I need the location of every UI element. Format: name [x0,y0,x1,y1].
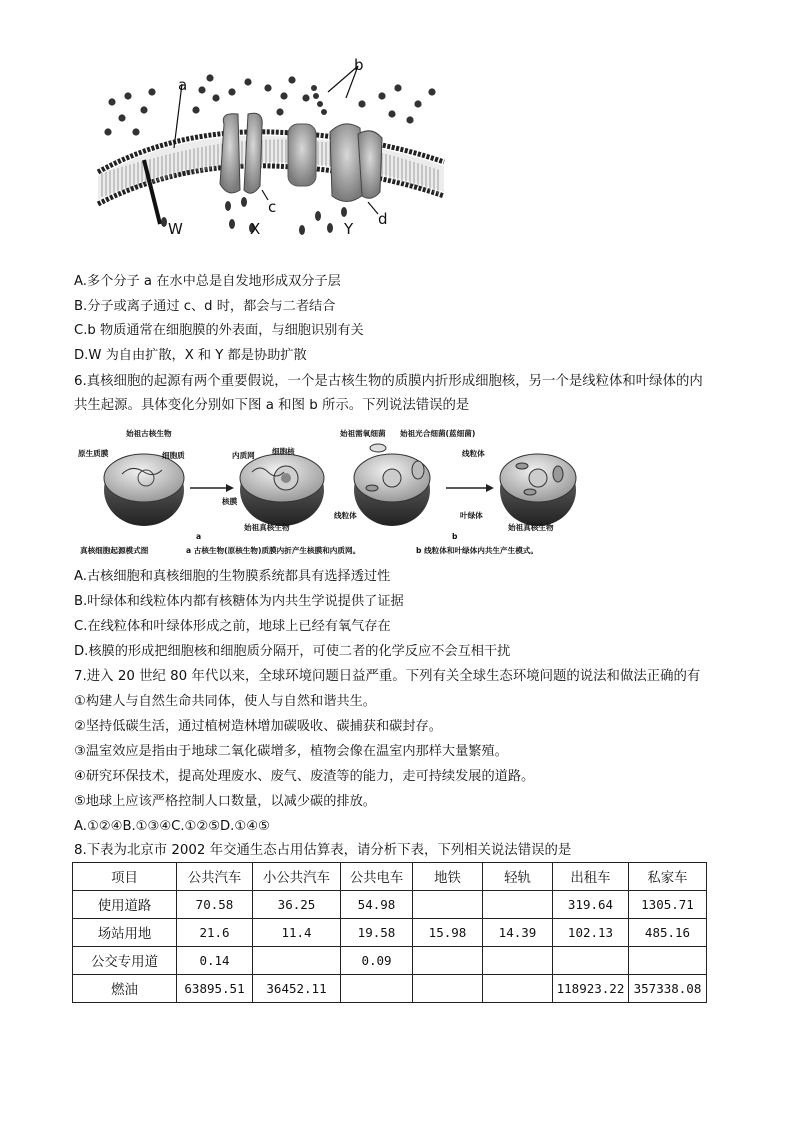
table-header-cell: 轻轨 [483,863,553,891]
fig-label-eukaryote-a: 始祖真核生物 [244,523,290,532]
q5-option-d: D.W 为自由扩散，X 和 Y 都是协助扩散 [74,348,307,363]
table-header-cell: 地铁 [413,863,483,891]
table-header-cell: 公共电车 [341,863,413,891]
table-cell: 21.6 [177,919,253,947]
molecule-dots-top [104,74,435,135]
fig-label-mitochondria-right: 线粒体 [462,449,485,458]
fig-label-cytoplasm: 细胞质 [162,451,185,460]
table-cell: 319.64 [553,891,629,919]
membrane-protein-middle [288,124,316,186]
q7-item-3: ③温室效应是指由于地球二氧化碳增多，植物会像在温室内那样大量繁殖。 [74,744,508,759]
carrier-protein-d [330,124,382,202]
q6-stem-line1: 6.真核细胞的起源有两个重要假说，一个是古核生物的质膜内折形成细胞核，另一个是线粒体和叶绿体的内 [74,374,703,389]
q7-item-5: ⑤地球上应该严格控制人口数量，以减少碳的排放。 [74,794,376,809]
q5-option-b: B.分子或离子通过 c、d 时，都会与二者结合 [74,299,336,314]
fig-label-nuclear-envelope: 核膜 [222,497,238,506]
table-cell: 19.58 [341,919,413,947]
table-header-cell: 出租车 [553,863,629,891]
label-y: Y [344,220,354,238]
table-cell: 118923.22 [553,975,629,1003]
table-cell: 36.25 [253,891,341,919]
fig-sub-b: b [452,532,458,541]
table-header-cell: 私家车 [629,863,707,891]
table-cell: 485.16 [629,919,707,947]
fig-sub-a: a [196,532,202,541]
table-cell [553,947,629,975]
table-cell [413,947,483,975]
table-cell: 0.09 [341,947,413,975]
table-row [73,919,707,947]
label-x: X [250,220,261,238]
table-cell: 0.14 [177,947,253,975]
table-row-label: 公交专用道 [73,947,177,975]
q7-options: A.①②④B.①③④C.①②⑤D.①④⑤ [74,819,270,834]
fig-label-photo: 始祖光合细菌(蓝细菌) [400,429,476,438]
glycoprotein-chain-b [311,85,327,115]
traffic-ecology-table [72,862,707,1003]
fig-label-aerobic: 始祖需氧细菌 [340,429,386,438]
table-cell [483,947,553,975]
table-cell: 70.58 [177,891,253,919]
q7-item-1: ①构建人与自然生命共同体，使人与自然和谐共生。 [74,694,376,709]
fig-caption-title: 真核细胞起源模式图 [80,546,149,555]
fig-label-ancient: 始祖古核生物 [126,429,172,438]
table-header-cell: 公共汽车 [177,863,253,891]
table-row-label: 燃油 [73,975,177,1003]
cell-membrane-figure [92,52,452,248]
ancient-eukaryote-cell-a [240,454,324,526]
table-cell: 1305.71 [629,891,707,919]
table-header-row [73,863,707,891]
table-cell [629,947,707,975]
q6-option-c: C.在线粒体和叶绿体形成之前，地球上已经有氧气存在 [74,619,391,634]
q6-option-b: B.叶绿体和线粒体内都有核糖体为内共生学说提供了证据 [74,594,404,609]
table-cell [413,891,483,919]
label-b: b [354,56,364,74]
q8-stem: 8.下表为北京市 2002 年交通生态占用估算表，请分析下表，下列相关说法错误的是 [74,843,572,858]
q7-item-4: ④研究环保技术，提高处理废水、废气、废渣等的能力，走可持续发展的道路。 [74,769,535,784]
ancient-eukaryote-cell-b [500,454,576,526]
fig-label-er: 内质网 [232,451,255,460]
table-cell: 11.4 [253,919,341,947]
q5-option-a: A.多个分子 a 在水中总是自发地形成双分子层 [74,274,341,289]
table-row-label: 使用道路 [73,891,177,919]
aerobic-bacteria-host-cell [354,444,430,526]
table-cell: 357338.08 [629,975,707,1003]
q7-item-2: ②坚持低碳生活，通过植树造林增加碳吸收、碳捕获和碳封存。 [74,719,442,734]
ancient-archaea-cell [104,454,184,526]
phospholipid-bilayer [98,132,444,204]
q7-stem: 7.进入 20 世纪 80 年代以来，全球环境问题日益严重。下列有关全球生态环境问题的说法和做法正确的有 [74,669,701,684]
label-c: c [268,198,277,216]
fig-label-plasma: 原生质膜 [78,449,109,458]
table-cell [483,975,553,1003]
fig-caption-a: a 古核生物(原核生物)质膜内折产生核膜和内质网。 [186,546,361,555]
table-cell: 15.98 [413,919,483,947]
table-cell [341,975,413,1003]
table-cell [253,947,341,975]
fig-label-nucleus: 细胞核 [272,447,295,456]
table-row-label: 场站用地 [73,919,177,947]
q5-option-c: C.b 物质通常在细胞膜的外表面，与细胞识别有关 [74,323,364,338]
table-cell: 54.98 [341,891,413,919]
eukaryote-origin-figure [76,422,596,562]
table-cell [483,891,553,919]
table-cell: 14.39 [483,919,553,947]
fig-label-mitochondria-left: 线粒体 [334,511,357,520]
table-header-cell: 小公共汽车 [253,863,341,891]
table-cell: 63895.51 [177,975,253,1003]
label-w: W [168,220,183,238]
fig-label-eukaryote-b: 始祖真核生物 [508,523,554,532]
q6-option-a: A.古核细胞和真核细胞的生物膜系统都具有选择透过性 [74,569,391,584]
label-d: d [378,210,388,228]
table-row [73,975,707,1003]
q6-stem-line2: 共生起源。具体变化分别如下图 a 和图 b 所示。下列说法错误的是 [74,398,470,413]
table-row [73,891,707,919]
table-cell: 36452.11 [253,975,341,1003]
table-cell: 102.13 [553,919,629,947]
table-row [73,947,707,975]
fig-label-chloroplast: 叶绿体 [460,511,483,520]
q6-option-d: D.核膜的形成把细胞核和细胞质分隔开，可使二者的化学反应不会互相干扰 [74,644,511,659]
table-cell [413,975,483,1003]
label-a: a [178,76,188,94]
table-header-cell: 项目 [73,863,177,891]
fig-caption-b: b 线粒体和叶绿体内共生产生模式。 [416,546,538,555]
